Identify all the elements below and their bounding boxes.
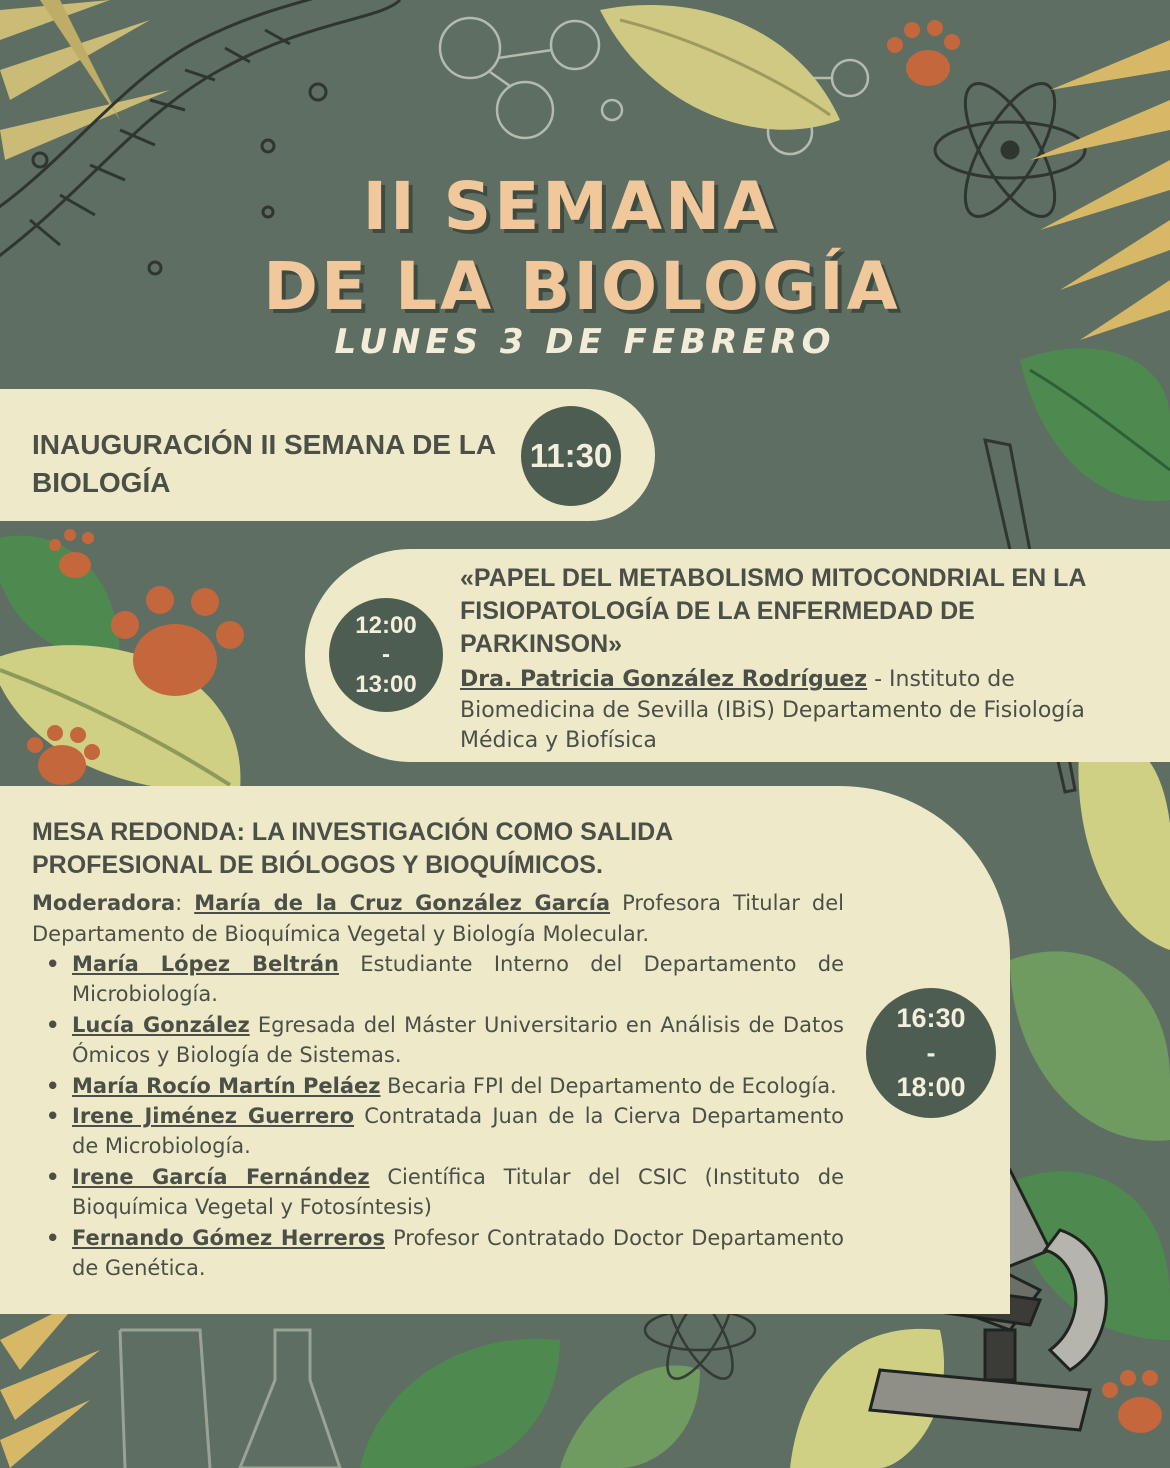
moderator-info xyxy=(32,888,844,949)
leaf-icon xyxy=(360,1329,944,1468)
bullet: • xyxy=(46,1012,60,1037)
event-date: LUNES 3 DE FEBRERO xyxy=(334,322,836,362)
panelist-name: María Rocío Martín Peláez xyxy=(72,1073,381,1098)
event-time-badge xyxy=(866,988,996,1118)
event-time-end: 18:00 xyxy=(896,1072,966,1103)
list-item xyxy=(32,1101,844,1162)
panelist-role: Becaria FPI del Departamento de Ecología. xyxy=(380,1073,837,1098)
list-item xyxy=(32,1071,844,1101)
panelist-name: Irene García Fernández xyxy=(72,1164,370,1189)
event-time-separator: - xyxy=(382,641,390,669)
speaker-name: Dra. Patricia González Rodríguez xyxy=(460,667,868,692)
bullet: • xyxy=(46,1073,60,1098)
event-time-start: 12:00 xyxy=(355,612,417,640)
event-time-start: 16:30 xyxy=(896,1003,966,1034)
fern-icon xyxy=(0,0,170,160)
speaker-affiliation: - Instituto de Biomedicina de Sevilla (IBiS) Departamento de Fisiología Médica y Biofísica xyxy=(460,667,1085,753)
moderator-role: Profesora Titular del Departamento de Bioquímica Vegetal y Biología Molecular. xyxy=(32,891,844,946)
lab-flask-icon xyxy=(120,1330,340,1468)
event-time: 11:30 xyxy=(529,436,613,474)
poster-title-line2: DE LA BIOLOGÍA xyxy=(263,248,901,325)
panelist-role: Profesor Contratado Doctor Departamento de Genética. xyxy=(72,1225,844,1281)
panelist-role: Científica Titular del CSIC (Instituto de Bioquímica Vegetal y Fotosíntesis) xyxy=(72,1164,844,1220)
event-time-badge xyxy=(329,598,443,712)
event-title: MESA REDONDA: LA INVESTIGACIÓN COMO SALIDA PROFESIONAL DE BIÓLOGOS Y BIOQUÍMICOS. xyxy=(32,818,673,879)
paw-print-icon xyxy=(887,20,960,86)
event-time-badge xyxy=(521,406,621,506)
list-item xyxy=(32,949,844,1010)
leaf-icon xyxy=(600,5,840,130)
event-time-end: 13:00 xyxy=(355,670,417,698)
panelist-name: Lucía González xyxy=(72,1012,250,1037)
list-item xyxy=(32,1010,844,1071)
event-title: INAUGURACIÓN II SEMANA DE LA BIOLOGÍA xyxy=(32,429,496,498)
panelist-role: Egresada del Máster Universitario en Análisis de Datos Ómicos y Biología de Sistemas. xyxy=(72,1012,844,1068)
moderator-name: María de la Cruz González García xyxy=(194,891,611,915)
event-title: «PAPEL DEL METABOLISMO MITOCONDRIAL EN LA FISIOPATOLOGÍA DE LA ENFERMEDAD DE PARKINSON» xyxy=(460,564,1086,658)
bullet: • xyxy=(46,1164,60,1189)
moderator-separator: : xyxy=(175,891,195,915)
list-item xyxy=(32,1162,844,1223)
event-time-separator: - xyxy=(926,1037,936,1068)
panelist-name: María López Beltrán xyxy=(72,952,339,976)
speaker-info xyxy=(460,665,1140,757)
paw-print-icon xyxy=(1102,1370,1162,1433)
fern-icon xyxy=(0,1300,100,1468)
panelist-name: Irene Jiménez Guerrero xyxy=(72,1104,355,1129)
list-item xyxy=(32,1223,844,1284)
leaf-icon xyxy=(1020,348,1170,501)
moderator-label: Moderadora xyxy=(32,891,176,915)
bullet: • xyxy=(46,952,60,976)
bullet: • xyxy=(46,1225,60,1250)
panelist-name: Fernando Gómez Herreros xyxy=(72,1225,385,1250)
panelist-role: Contratada Juan de la Cierva Departamento de Microbiología. xyxy=(72,1104,845,1159)
panelist-role: Estudiante Interno del Departamento de Microbiología. xyxy=(72,952,844,1007)
poster-title-line1: II SEMANA xyxy=(362,168,778,245)
bullet: • xyxy=(46,1104,60,1129)
panelist-list xyxy=(32,949,844,1283)
